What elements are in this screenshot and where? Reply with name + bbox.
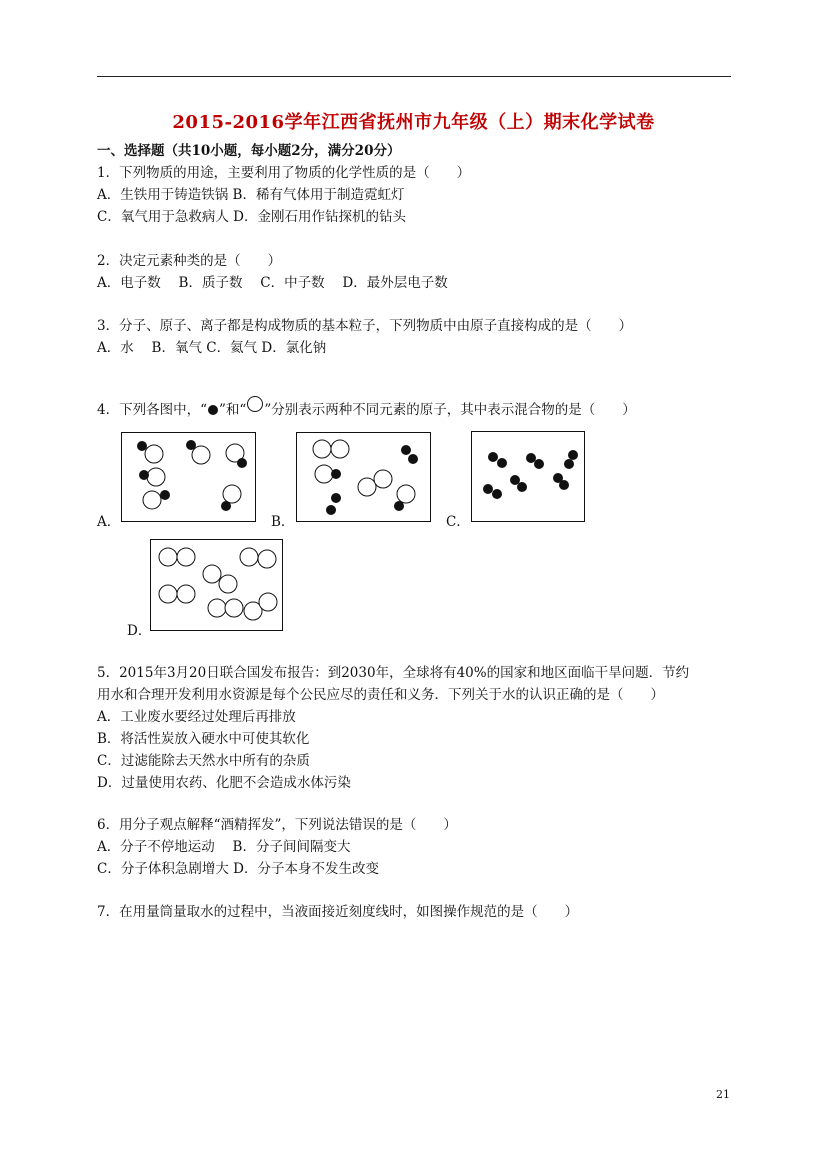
q5-stem-line1: 5．2015年3月20日联合国发布报告：到2030年，全球将有40%的国家和地区面临干旱问题．节约 bbox=[97, 665, 690, 681]
q5-option-a: A．工业废水要经过处理后再排放 bbox=[97, 709, 296, 725]
q3-stem: 3．分子、原子、离子都是构成物质的基本粒子，下列物质中由原子直接构成的是（ ） bbox=[97, 318, 633, 334]
section-heading: 一、选择题（共10小题，每小题2分，满分20分） bbox=[97, 143, 401, 159]
q4-figure-d bbox=[150, 539, 283, 631]
q4-label-d: D． bbox=[127, 623, 152, 639]
q4-stem-part2: ”和“ bbox=[219, 402, 247, 418]
q3-options: A．水 B．氧气 C．氦气 D．氯化钠 bbox=[97, 340, 327, 356]
header-rule bbox=[97, 76, 731, 77]
q4-label-c: C． bbox=[446, 514, 470, 530]
q4-label-b: B． bbox=[271, 514, 295, 530]
q7-stem: 7．在用量筒量取水的过程中，当液面接近刻度线时，如图操作规范的是（ ） bbox=[97, 904, 579, 920]
q4-stem bbox=[97, 396, 636, 419]
q6-options-ab: A．分子不停地运动 B．分子间间隔变大 bbox=[97, 839, 351, 855]
q4-figure-a bbox=[121, 432, 256, 522]
q4-figure-c bbox=[471, 431, 585, 522]
q5-stem-line2: 用水和合理开发利用水资源是每个公民应尽的责任和义务．下列关于水的认识正确的是（ ） bbox=[97, 687, 664, 703]
q4-label-a: A． bbox=[97, 514, 121, 530]
q6-options-cd: C．分子体积急剧增大 D．分子本身不发生改变 bbox=[97, 861, 379, 877]
q2-options: A．电子数 B．质子数 C．中子数 D．最外层电子数 bbox=[97, 275, 448, 291]
q1-options-cd: C．氧气用于急救病人 D．金刚石用作钻探机的钻头 bbox=[97, 209, 406, 225]
q1-stem: 1．下列物质的用途，主要利用了物质的化学性质的是（ ） bbox=[97, 165, 471, 181]
white-atom-icon bbox=[247, 396, 263, 412]
q6-stem: 6．用分子观点解释“酒精挥发”，下列说法错误的是（ ） bbox=[97, 817, 457, 833]
q2-stem: 2．决定元素种类的是（ ） bbox=[97, 253, 282, 269]
black-atom-icon bbox=[208, 405, 218, 415]
q5-option-c: C．过滤能除去天然水中所有的杂质 bbox=[97, 753, 310, 769]
q5-option-d: D．过量使用农药、化肥不会造成水体污染 bbox=[97, 775, 351, 791]
exam-title: 2015-2016学年江西省抚州市九年级（上）期末化学试卷 bbox=[172, 112, 655, 133]
q4-stem-part1: 4．下列各图中，“ bbox=[97, 402, 207, 418]
page-number: 21 bbox=[716, 1088, 730, 1101]
q1-options-ab: A．生铁用于铸造铁锅 B．稀有气体用于制造霓虹灯 bbox=[97, 187, 405, 203]
q5-option-b: B．将活性炭放入硬水中可使其软化 bbox=[97, 731, 310, 747]
q4-figure-b bbox=[296, 432, 431, 522]
q4-stem-part3: ”分别表示两种不同元素的原子，其中表示混合物的是（ ） bbox=[264, 402, 636, 418]
